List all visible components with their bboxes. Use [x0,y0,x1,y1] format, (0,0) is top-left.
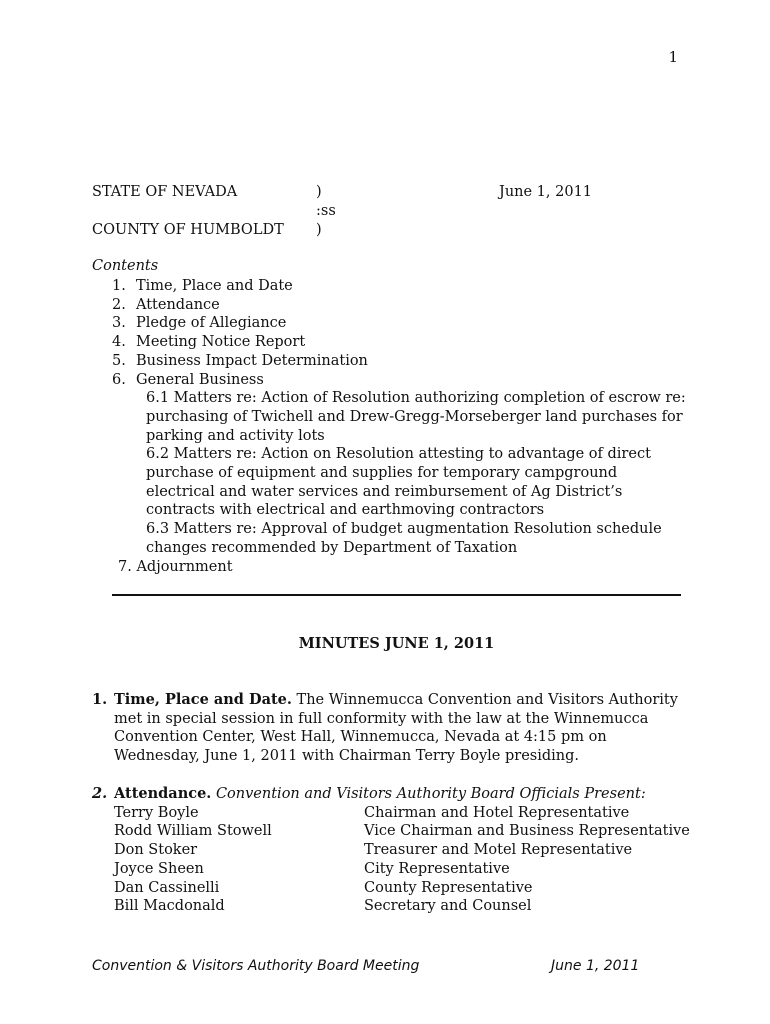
page-number: 1 [668,48,678,66]
section-subheading: Convention and Visitors Authority Board Officials Present: [215,786,646,802]
section-time-place-date [92,691,692,766]
section-attendance [92,785,692,916]
caption-paren-close: ) [316,222,322,238]
attendance-table [114,804,692,916]
section-heading: Attendance. [114,785,212,802]
caption-date: June 1, 2011 [499,184,593,200]
section-number: 2. [92,785,108,802]
attendee-row: Rodd William Stowell Vice Chairman and Business Representative [114,823,690,840]
toc-item: 3. Pledge of Allegiance [112,315,287,332]
section-heading: Time, Place and Date. [114,691,292,708]
attendee-row: Dan Cassinelli County Representative [114,879,533,896]
caption-ss: :ss [316,203,336,219]
section-number: 1. [92,691,108,708]
caption-county: COUNTY OF HUMBOLDT [92,222,284,238]
toc-item: 1. Time, Place and Date [112,278,293,294]
table-of-contents [112,277,686,576]
caption-state: STATE OF NEVADA [92,184,238,200]
minutes-title: MINUTES JUNE 1, 2011 [298,635,495,652]
footer-date: June 1, 2011 [551,958,640,974]
toc-item: 5. Business Impact Determination [112,352,368,369]
toc-item: 2. Attendance [112,296,220,313]
toc-subitem: 6.1 Matters re: Action of Resolution authorizing completion of escrow re: purchasing of Twichell and Drew-Gregg-Morseberger land purchases for parking and activity lots [146,390,686,444]
caption-paren-open: ) [316,184,322,200]
attendee-row: Joyce Sheen City Representative [114,860,510,877]
contents-title: Contents [92,258,159,274]
toc-subitem: 6.3 Matters re: Approval of budget augmentation Resolution schedule changes recommended by Department of Taxation [146,521,662,556]
toc-subitem: 6.2 Matters re: Action on Resolution attesting to advantage of direct purchase of equipment and supplies for temporary campground electrical and water services and reimbursement of Ag District’s contracts with electrical and earthmoving contractors [146,446,651,519]
toc-item: 6. General Business [112,371,264,388]
attendee-row: Terry Boyle Chairman and Hotel Representative [114,804,630,821]
divider-rule [112,594,681,596]
attendee-row: Don Stoker Treasurer and Motel Representative [114,842,633,859]
section-text: The Winnemucca Convention and Visitors Authority met in special session in full conformity with the law at the Winnemucca Convention Center, West Hall, Winnemucca, Nevada at 4:15 pm on Wednesday, June 1, 2011 with Chairman Terry Boyle presiding. [114,692,678,765]
attendee-row: Bill Macdonald Secretary and Counsel [114,898,532,915]
toc-item: 4. Meeting Notice Report [112,334,306,351]
toc-item-adjournment: 7. Adjournment [118,558,233,575]
footer-title: Convention & Visitors Authority Board Meeting [92,958,420,974]
